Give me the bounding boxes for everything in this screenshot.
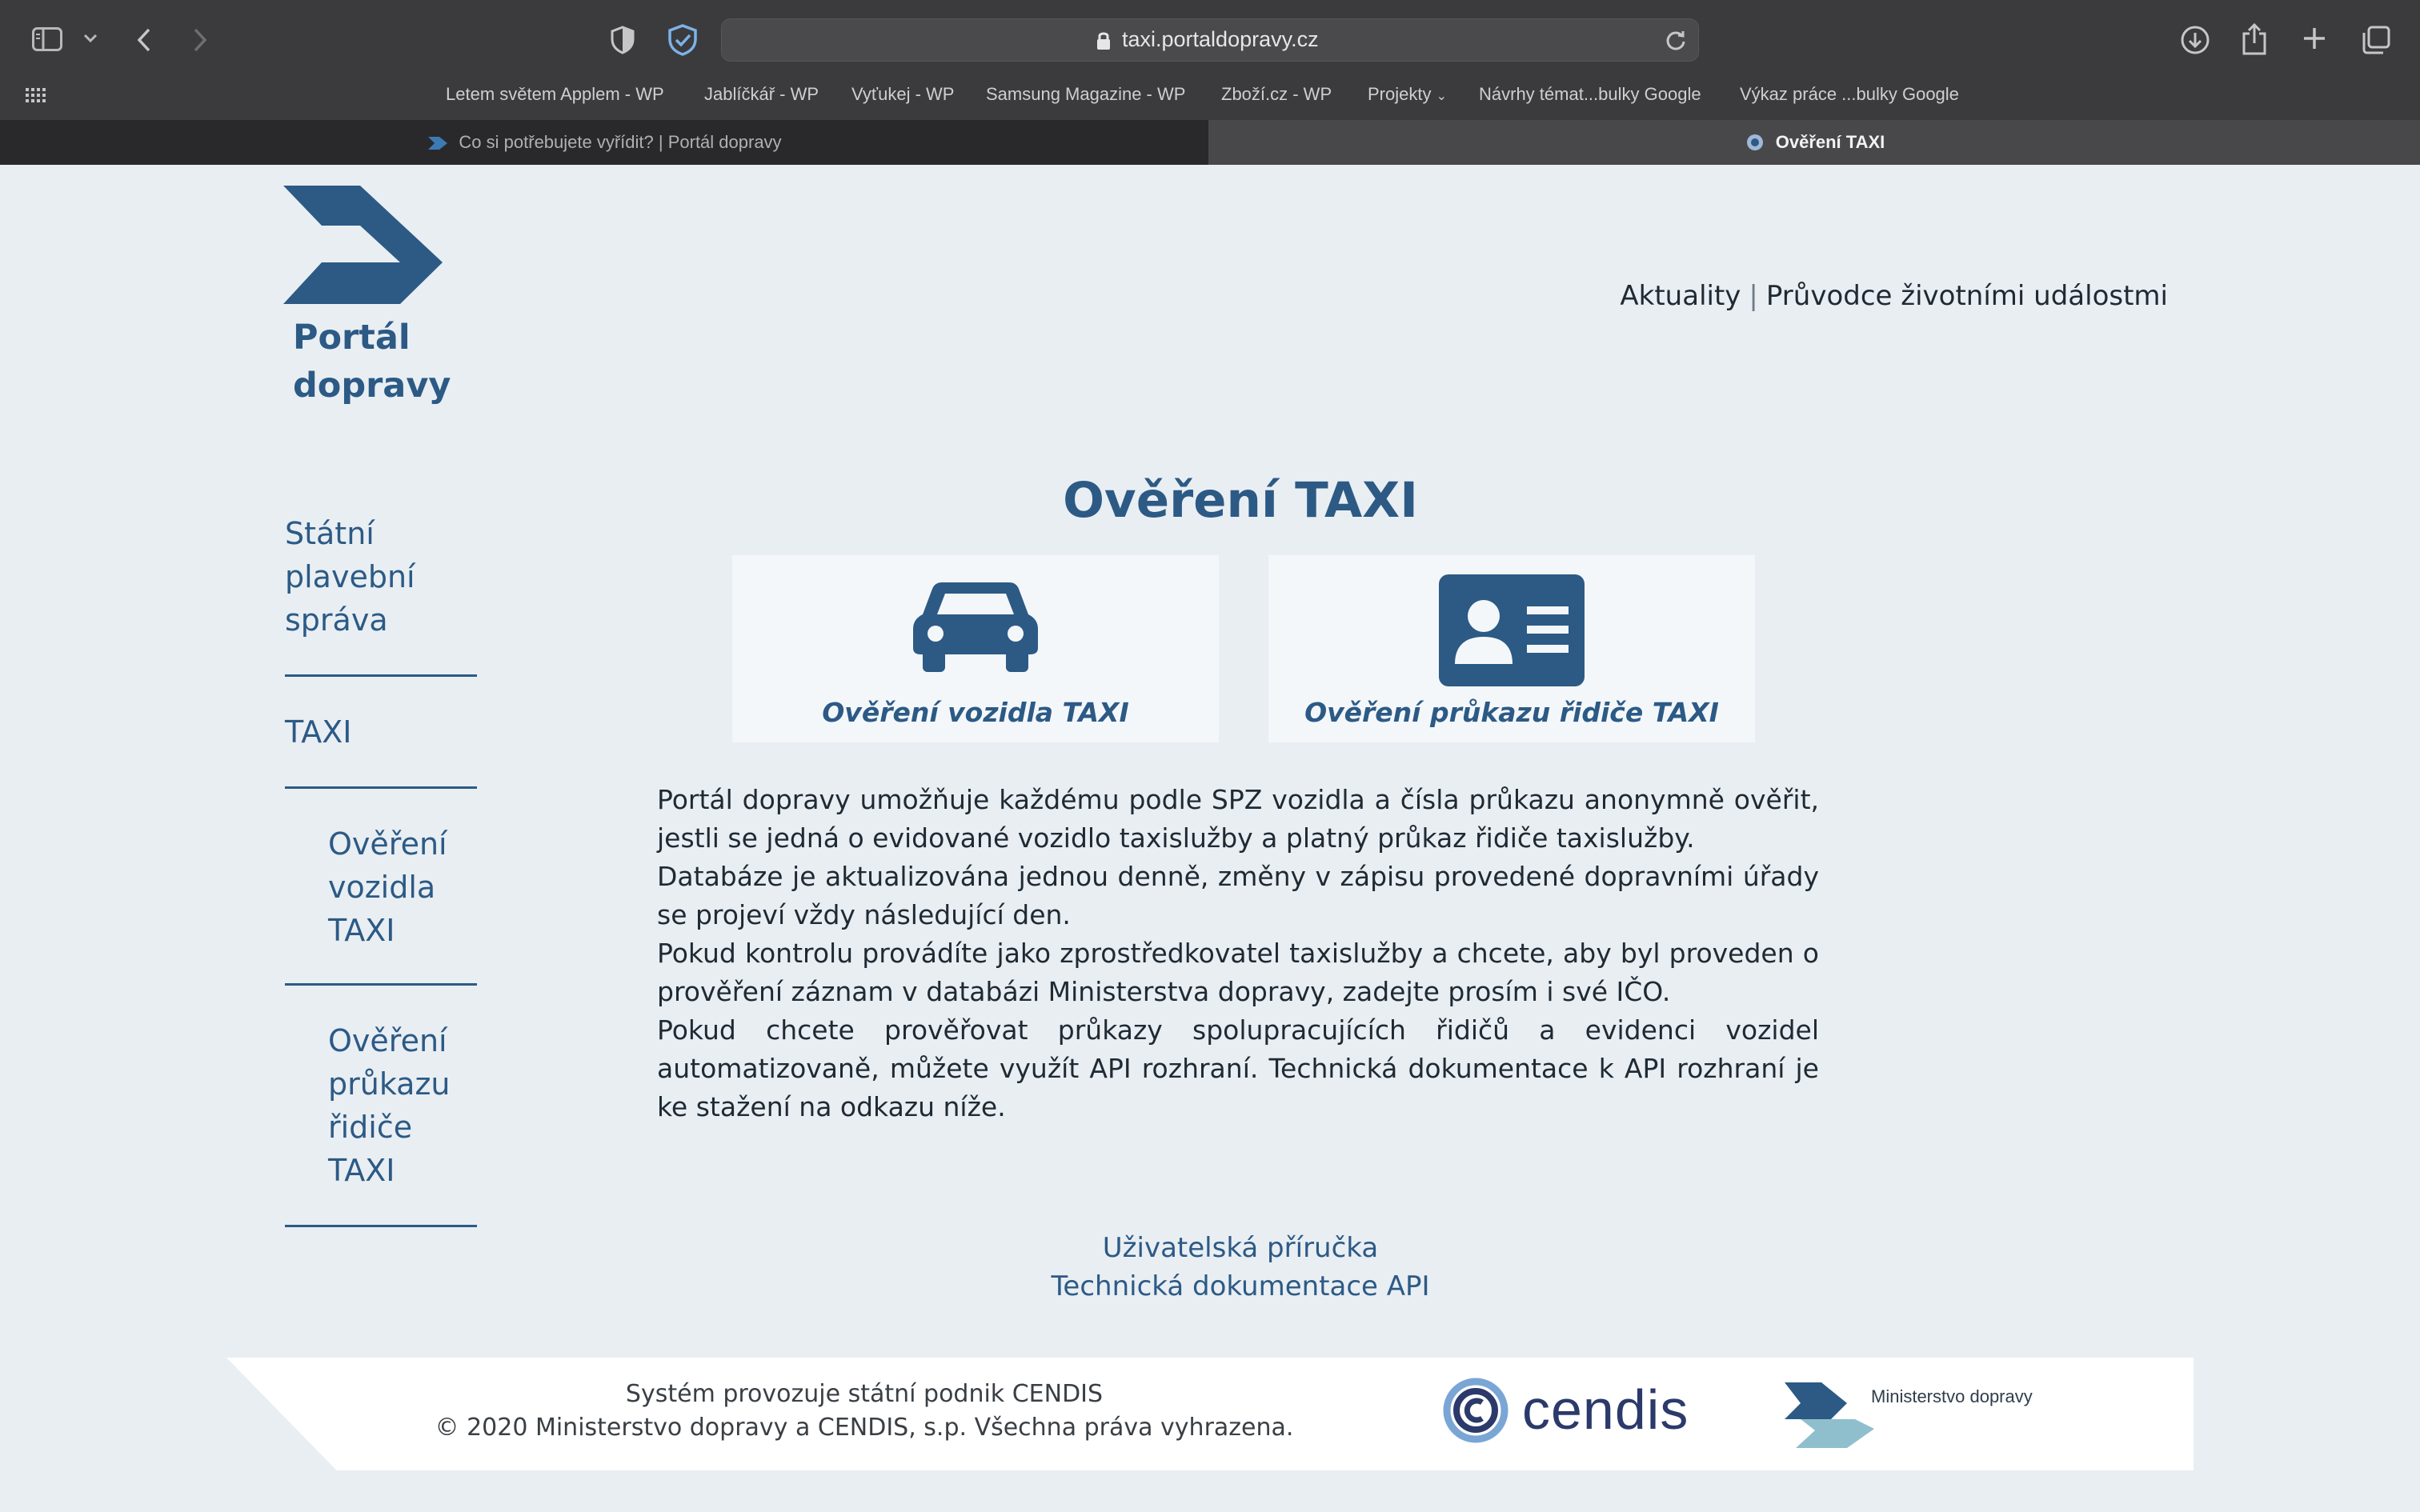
- footer-copyright: © 2020 Ministerstvo dopravy a CENDIS, s.p. Všechna práva vyhrazena.: [435, 1414, 1294, 1442]
- favorite-link[interactable]: Vyťukej - WP: [851, 84, 955, 104]
- favorite-link[interactable]: Jablíčkář - WP: [704, 84, 819, 104]
- footer-text: [352, 1378, 1376, 1445]
- page-title: Ověření TAXI: [1063, 472, 1418, 529]
- paragraph: Portál dopravy umožňuje každému podle SPZ vozidla a čísla průkazu anonymně ověřit, jestli se jedná o evidované vozidlo taxislužby a platný průkaz řidiče taxislužby.: [657, 784, 1819, 854]
- cendis-logo-icon[interactable]: [1439, 1378, 1512, 1446]
- ministry-wordmark[interactable]: Ministerstvo dopravy: [1871, 1386, 2033, 1406]
- card-overeni-vozidla[interactable]: [732, 555, 1219, 742]
- sidebar-item-overeni-prukazu[interactable]: Ověření průkazu řidiče TAXI: [328, 1023, 451, 1188]
- favorite-link[interactable]: Samsung Magazine - WP: [986, 84, 1186, 104]
- card-label: Ověření vozidla TAXI: [822, 697, 1129, 728]
- lock-icon: [1096, 30, 1112, 54]
- top-navigation: [1620, 280, 2168, 312]
- portal-logo-icon[interactable]: [280, 184, 444, 309]
- card-overeni-prukazu[interactable]: [1268, 555, 1755, 742]
- back-icon[interactable]: [136, 27, 152, 53]
- intro-text: [657, 781, 1819, 1126]
- nav-link-pruvodce[interactable]: Průvodce životními událostmi: [1765, 280, 2168, 312]
- nav-separator: |: [1749, 280, 1758, 312]
- forward-icon[interactable]: [192, 27, 208, 53]
- tab-overview-icon[interactable]: [2361, 25, 2391, 55]
- share-icon[interactable]: [2241, 22, 2268, 56]
- sidebar-divider: [285, 983, 477, 986]
- logo-text[interactable]: Portál dopravy: [293, 318, 451, 406]
- new-tab-icon[interactable]: [2302, 26, 2327, 51]
- sidebar-divider: [285, 786, 477, 789]
- link-technicka-dokumentace-api[interactable]: Technická dokumentace API: [1051, 1270, 1430, 1302]
- browser-toolbar: [0, 0, 2420, 80]
- document-links: [960, 1229, 1521, 1306]
- favorites-bar: [0, 80, 2420, 120]
- reload-icon[interactable]: [1665, 29, 1687, 54]
- portal-favicon-icon: [427, 134, 449, 151]
- sidebar-item-overeni-vozidla[interactable]: Ověření vozidla TAXI: [328, 826, 447, 948]
- id-card-icon: [1439, 574, 1585, 690]
- shield-check-icon[interactable]: [667, 24, 698, 56]
- car-icon: [912, 574, 1040, 677]
- footer-operator: Systém provozuje státní podnik CENDIS: [625, 1380, 1104, 1408]
- paragraph: Pokud kontrolu provádíte jako zprostředkovatel taxislužby a chcete, aby byl proveden o prověření záznam v databázi Ministerstva dopravy, zadejte prosím i své IČO.: [657, 938, 1819, 1007]
- link-uzivatelska-prirucka[interactable]: Uživatelská příručka: [1102, 1232, 1379, 1264]
- address-bar[interactable]: [721, 18, 1699, 62]
- paragraph: Pokud chcete prověřovat průkazy spolupracujících řidičů a evidenci vozidel automatizovaně, můžete využít API rozhraní. Technická dokumentace k API rozhraní je ke stažení na odkazu níže.: [657, 1014, 1819, 1122]
- cendis-wordmark[interactable]: cendis: [1522, 1378, 1689, 1441]
- favorite-folder-projekty[interactable]: [1368, 84, 1447, 105]
- favorite-link[interactable]: Zboží.cz - WP: [1221, 84, 1332, 104]
- tab-label: Ověření TAXI: [1775, 132, 1885, 152]
- chevron-down-icon[interactable]: [83, 34, 98, 43]
- sidebar-item-plavebni-sprava[interactable]: Státní plavební správa: [285, 516, 415, 638]
- favorite-link[interactable]: Letem světem Applem - WP: [446, 84, 664, 104]
- sidebar-item-taxi[interactable]: TAXI: [285, 714, 352, 750]
- favorite-link[interactable]: Výkaz práce ...bulky Google: [1740, 84, 1959, 104]
- taxi-favicon-icon: [1744, 134, 1766, 151]
- tab-label: Co si potřebujete vyřídit? | Portál dopravy: [459, 132, 782, 152]
- sidebar-divider: [285, 1225, 477, 1227]
- browser-tab-active[interactable]: [1208, 120, 2420, 165]
- card-label: Ověření průkazu řidiče TAXI: [1304, 697, 1719, 728]
- downloads-icon[interactable]: [2180, 25, 2210, 55]
- sidebar-divider: [285, 674, 477, 677]
- url-text: taxi.portaldopravy.cz: [1122, 27, 1319, 51]
- sidebar-toggle-icon[interactable]: [32, 27, 62, 51]
- privacy-shield-icon[interactable]: [610, 26, 635, 54]
- ministry-logo-icon[interactable]: [1783, 1381, 1876, 1451]
- favorite-folder-label: Projekty: [1368, 84, 1432, 104]
- chevron-down-icon: ⌄: [1436, 90, 1448, 103]
- browser-tab[interactable]: [0, 120, 1208, 165]
- nav-link-aktuality[interactable]: Aktuality: [1620, 280, 1741, 312]
- paragraph: Databáze je aktualizována jednou denně, změny v zápisu provedené dopravními úřady se projeví vždy následující den.: [657, 861, 1819, 930]
- apps-grid-icon[interactable]: [26, 86, 46, 104]
- favorite-link[interactable]: Návrhy témat...bulky Google: [1479, 84, 1701, 104]
